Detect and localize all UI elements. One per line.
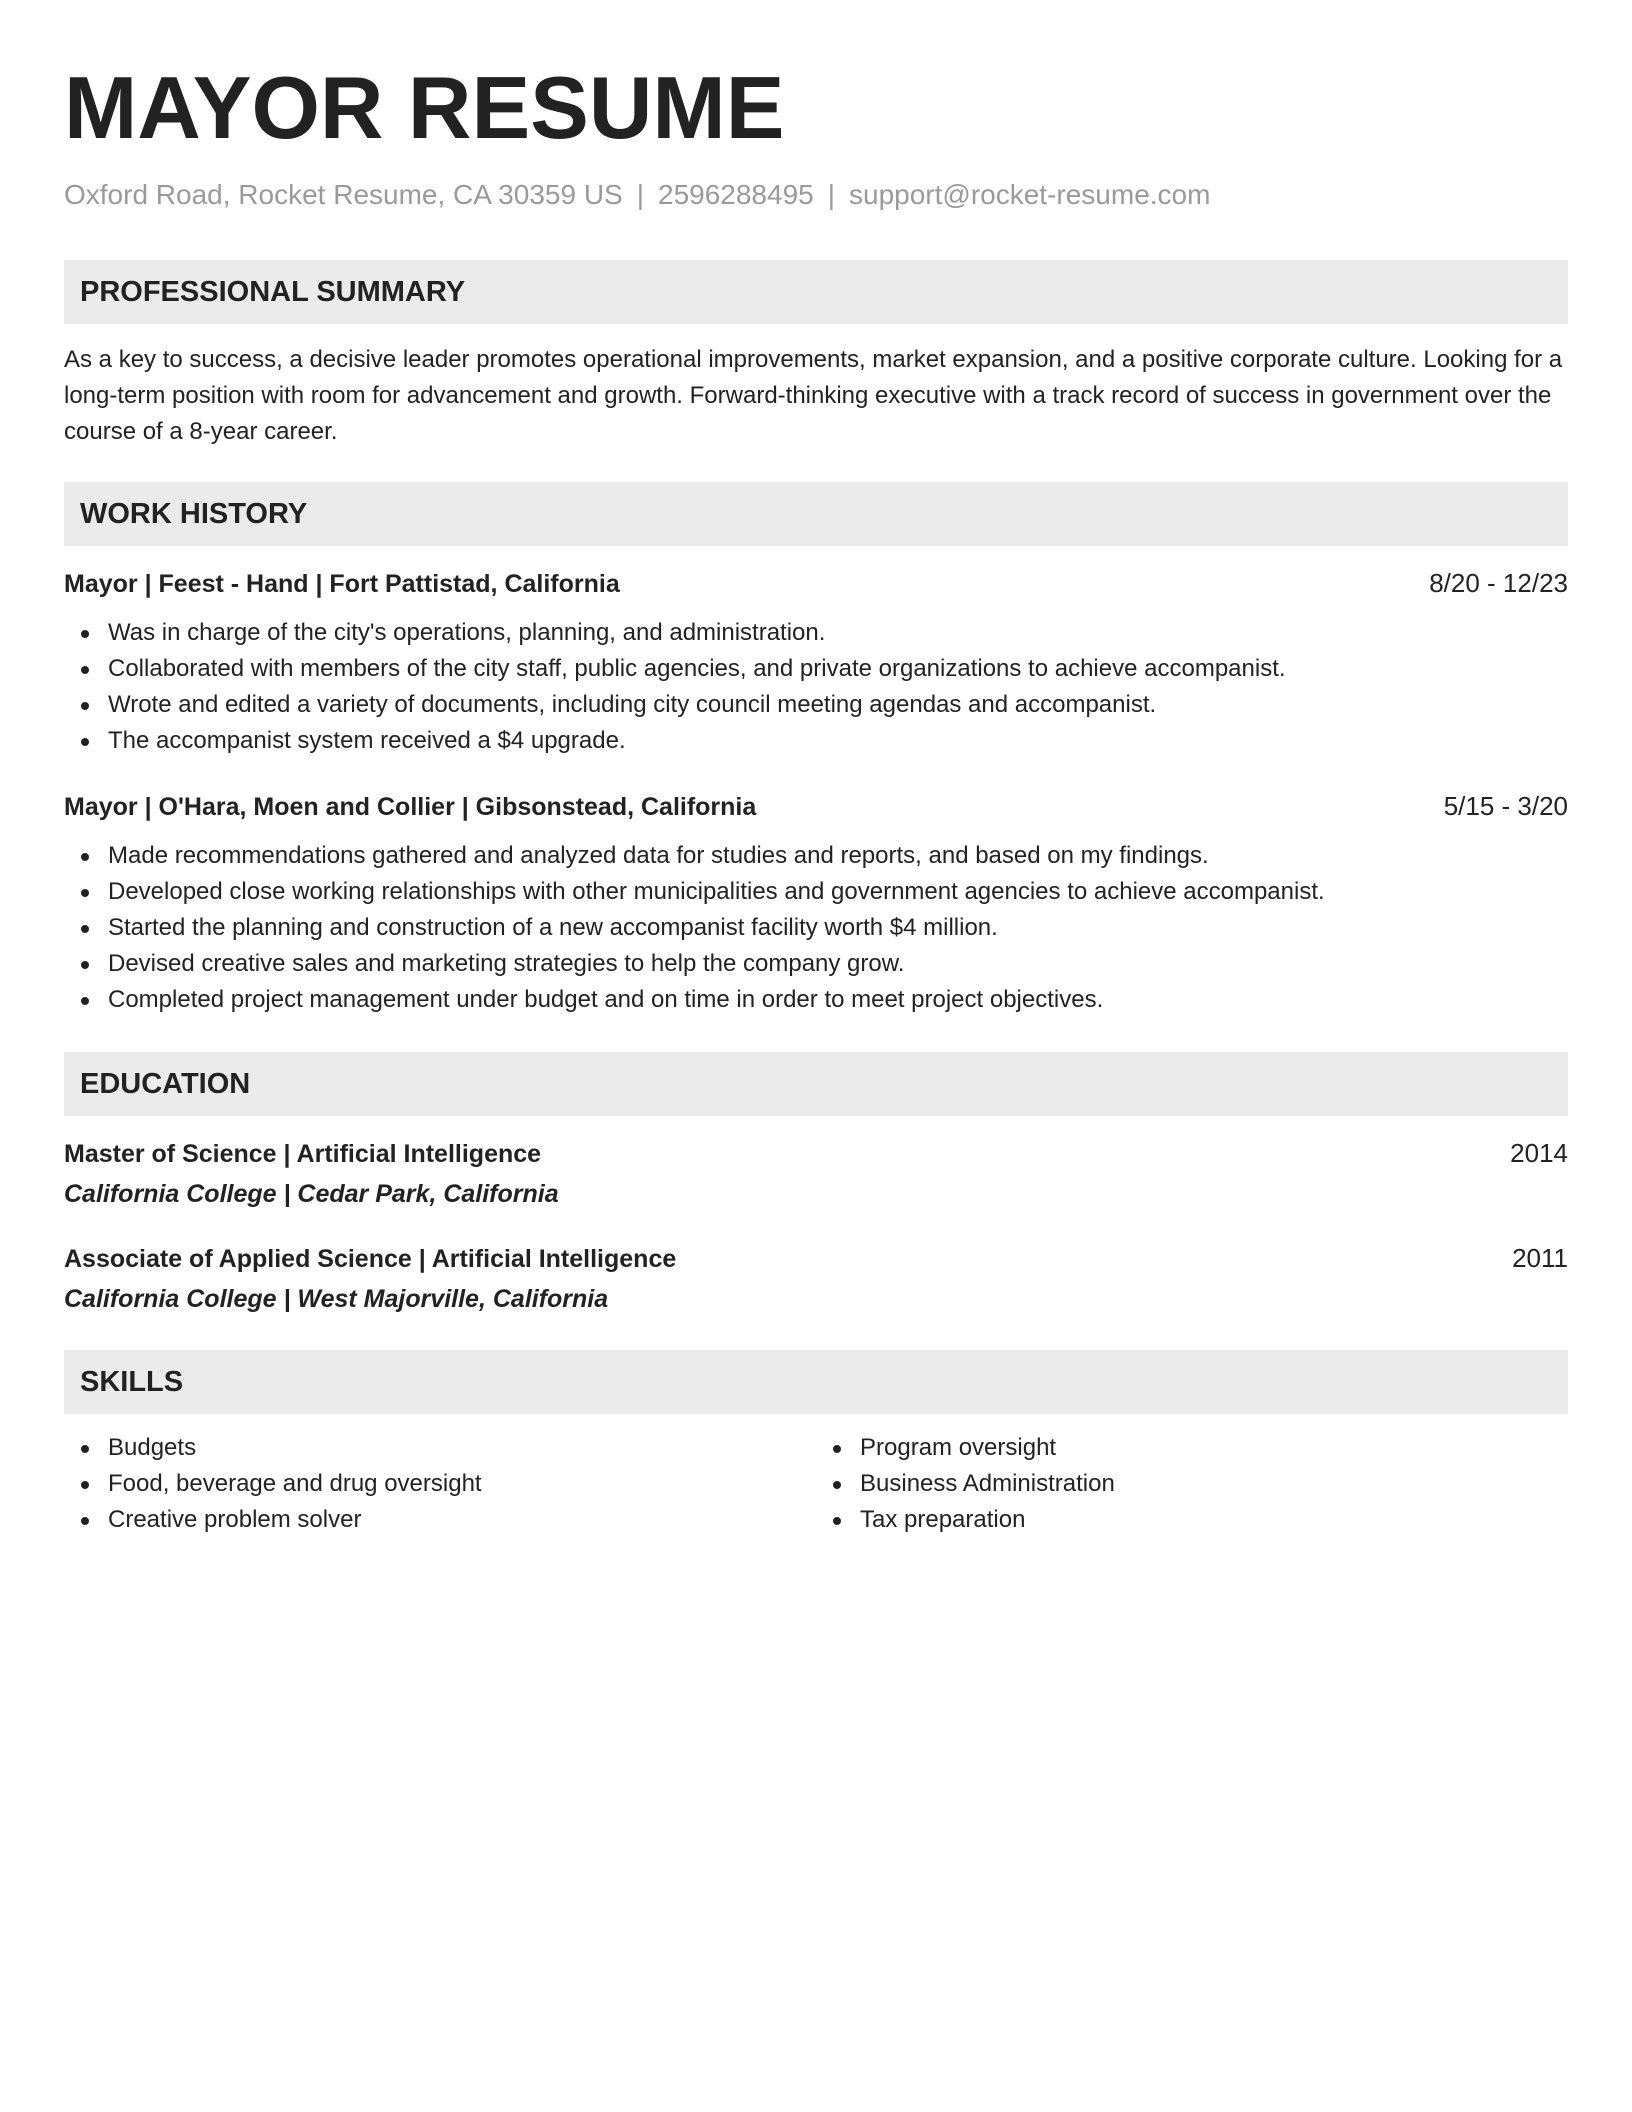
contact-separator: | bbox=[827, 179, 836, 210]
job-bullet: Was in charge of the city's operations, planning, and administration. bbox=[108, 615, 1568, 651]
job-bullets bbox=[64, 838, 1568, 1018]
skills-list bbox=[816, 1430, 1568, 1538]
job-bullet: Started the planning and construction of a new accompanist facility worth $4 million. bbox=[108, 910, 1568, 946]
job-dates: 8/20 - 12/23 bbox=[1429, 567, 1568, 598]
job-bullet: Completed project management under budget and on time in order to meet project objectives. bbox=[108, 982, 1568, 1018]
contact-separator: | bbox=[636, 179, 644, 210]
job-header bbox=[64, 566, 1568, 601]
summary-text: As a key to success, a decisive leader promotes operational improvements, market expansion, and a positive corporate culture. Looking for a long-term position with room for advancement and growth. Forward-thinking executive with a track record of success in government over the course of a 8-year career. bbox=[64, 345, 1563, 445]
resume-name: MAYOR RESUME bbox=[64, 58, 785, 157]
job-bullet: Devised creative sales and marketing strategies to help the company grow. bbox=[108, 946, 1568, 982]
skill-item: Tax preparation bbox=[860, 1502, 1568, 1538]
contact-phone: 2596288495 bbox=[658, 179, 814, 210]
job-bullet: Wrote and edited a variety of documents, including city council meeting agendas and accompanist. bbox=[108, 687, 1568, 723]
skill-item: Business Administration bbox=[860, 1466, 1568, 1502]
job-title: Mayor | Feest - Hand | Fort Pattistad, California bbox=[64, 569, 620, 598]
skill-item: Program oversight bbox=[860, 1430, 1568, 1466]
section-header-education: EDUCATION bbox=[64, 1052, 1568, 1116]
section-header-work-history: WORK HISTORY bbox=[64, 482, 1568, 546]
skills-column-left bbox=[64, 1430, 816, 1538]
education-header bbox=[64, 1136, 1568, 1171]
skill-item: Food, beverage and drug oversight bbox=[108, 1466, 816, 1502]
skill-item: Budgets bbox=[108, 1430, 816, 1466]
contact-address: Oxford Road, Rocket Resume, CA 30359 US bbox=[64, 179, 623, 210]
education-school: California College | Cedar Park, California bbox=[64, 1179, 559, 1208]
skill-item: Creative problem solver bbox=[108, 1502, 816, 1538]
job-bullets bbox=[64, 615, 1568, 759]
job-bullet: Made recommendations gathered and analyzed data for studies and reports, and based on my findings. bbox=[108, 838, 1568, 874]
job-entry bbox=[64, 566, 1568, 759]
education-school: California College | West Majorville, California bbox=[64, 1284, 609, 1313]
job-bullet: Collaborated with members of the city staff, public agencies, and private organizations to achieve accompanist. bbox=[108, 651, 1568, 687]
education-year: 2014 bbox=[1510, 1137, 1568, 1168]
skills-list bbox=[64, 1430, 816, 1538]
education-degree: Associate of Applied Science | Artificial Intelligence bbox=[64, 1244, 677, 1273]
job-entry bbox=[64, 789, 1568, 1018]
education-year: 2011 bbox=[1512, 1242, 1568, 1273]
job-header bbox=[64, 789, 1568, 824]
job-bullet: The accompanist system received a $4 upgrade. bbox=[108, 723, 1568, 759]
contact-line bbox=[64, 178, 1568, 212]
contact-email: support@rocket-resume.com bbox=[849, 179, 1211, 210]
education-degree: Master of Science | Artificial Intelligence bbox=[64, 1139, 542, 1168]
education-entry bbox=[64, 1241, 1568, 1316]
skills-grid bbox=[64, 1430, 1568, 1538]
section-header-summary: PROFESSIONAL SUMMARY bbox=[64, 260, 1568, 324]
job-title: Mayor | O'Hara, Moen and Collier | Gibsonstead, California bbox=[64, 792, 757, 821]
section-header-skills: SKILLS bbox=[64, 1350, 1568, 1414]
job-bullet: Developed close working relationships with other municipalities and government agencies to achieve accompanist. bbox=[108, 874, 1568, 910]
education-entry bbox=[64, 1136, 1568, 1211]
job-dates: 5/15 - 3/20 bbox=[1443, 790, 1568, 821]
skills-column-right bbox=[816, 1430, 1568, 1538]
education-header bbox=[64, 1241, 1568, 1276]
